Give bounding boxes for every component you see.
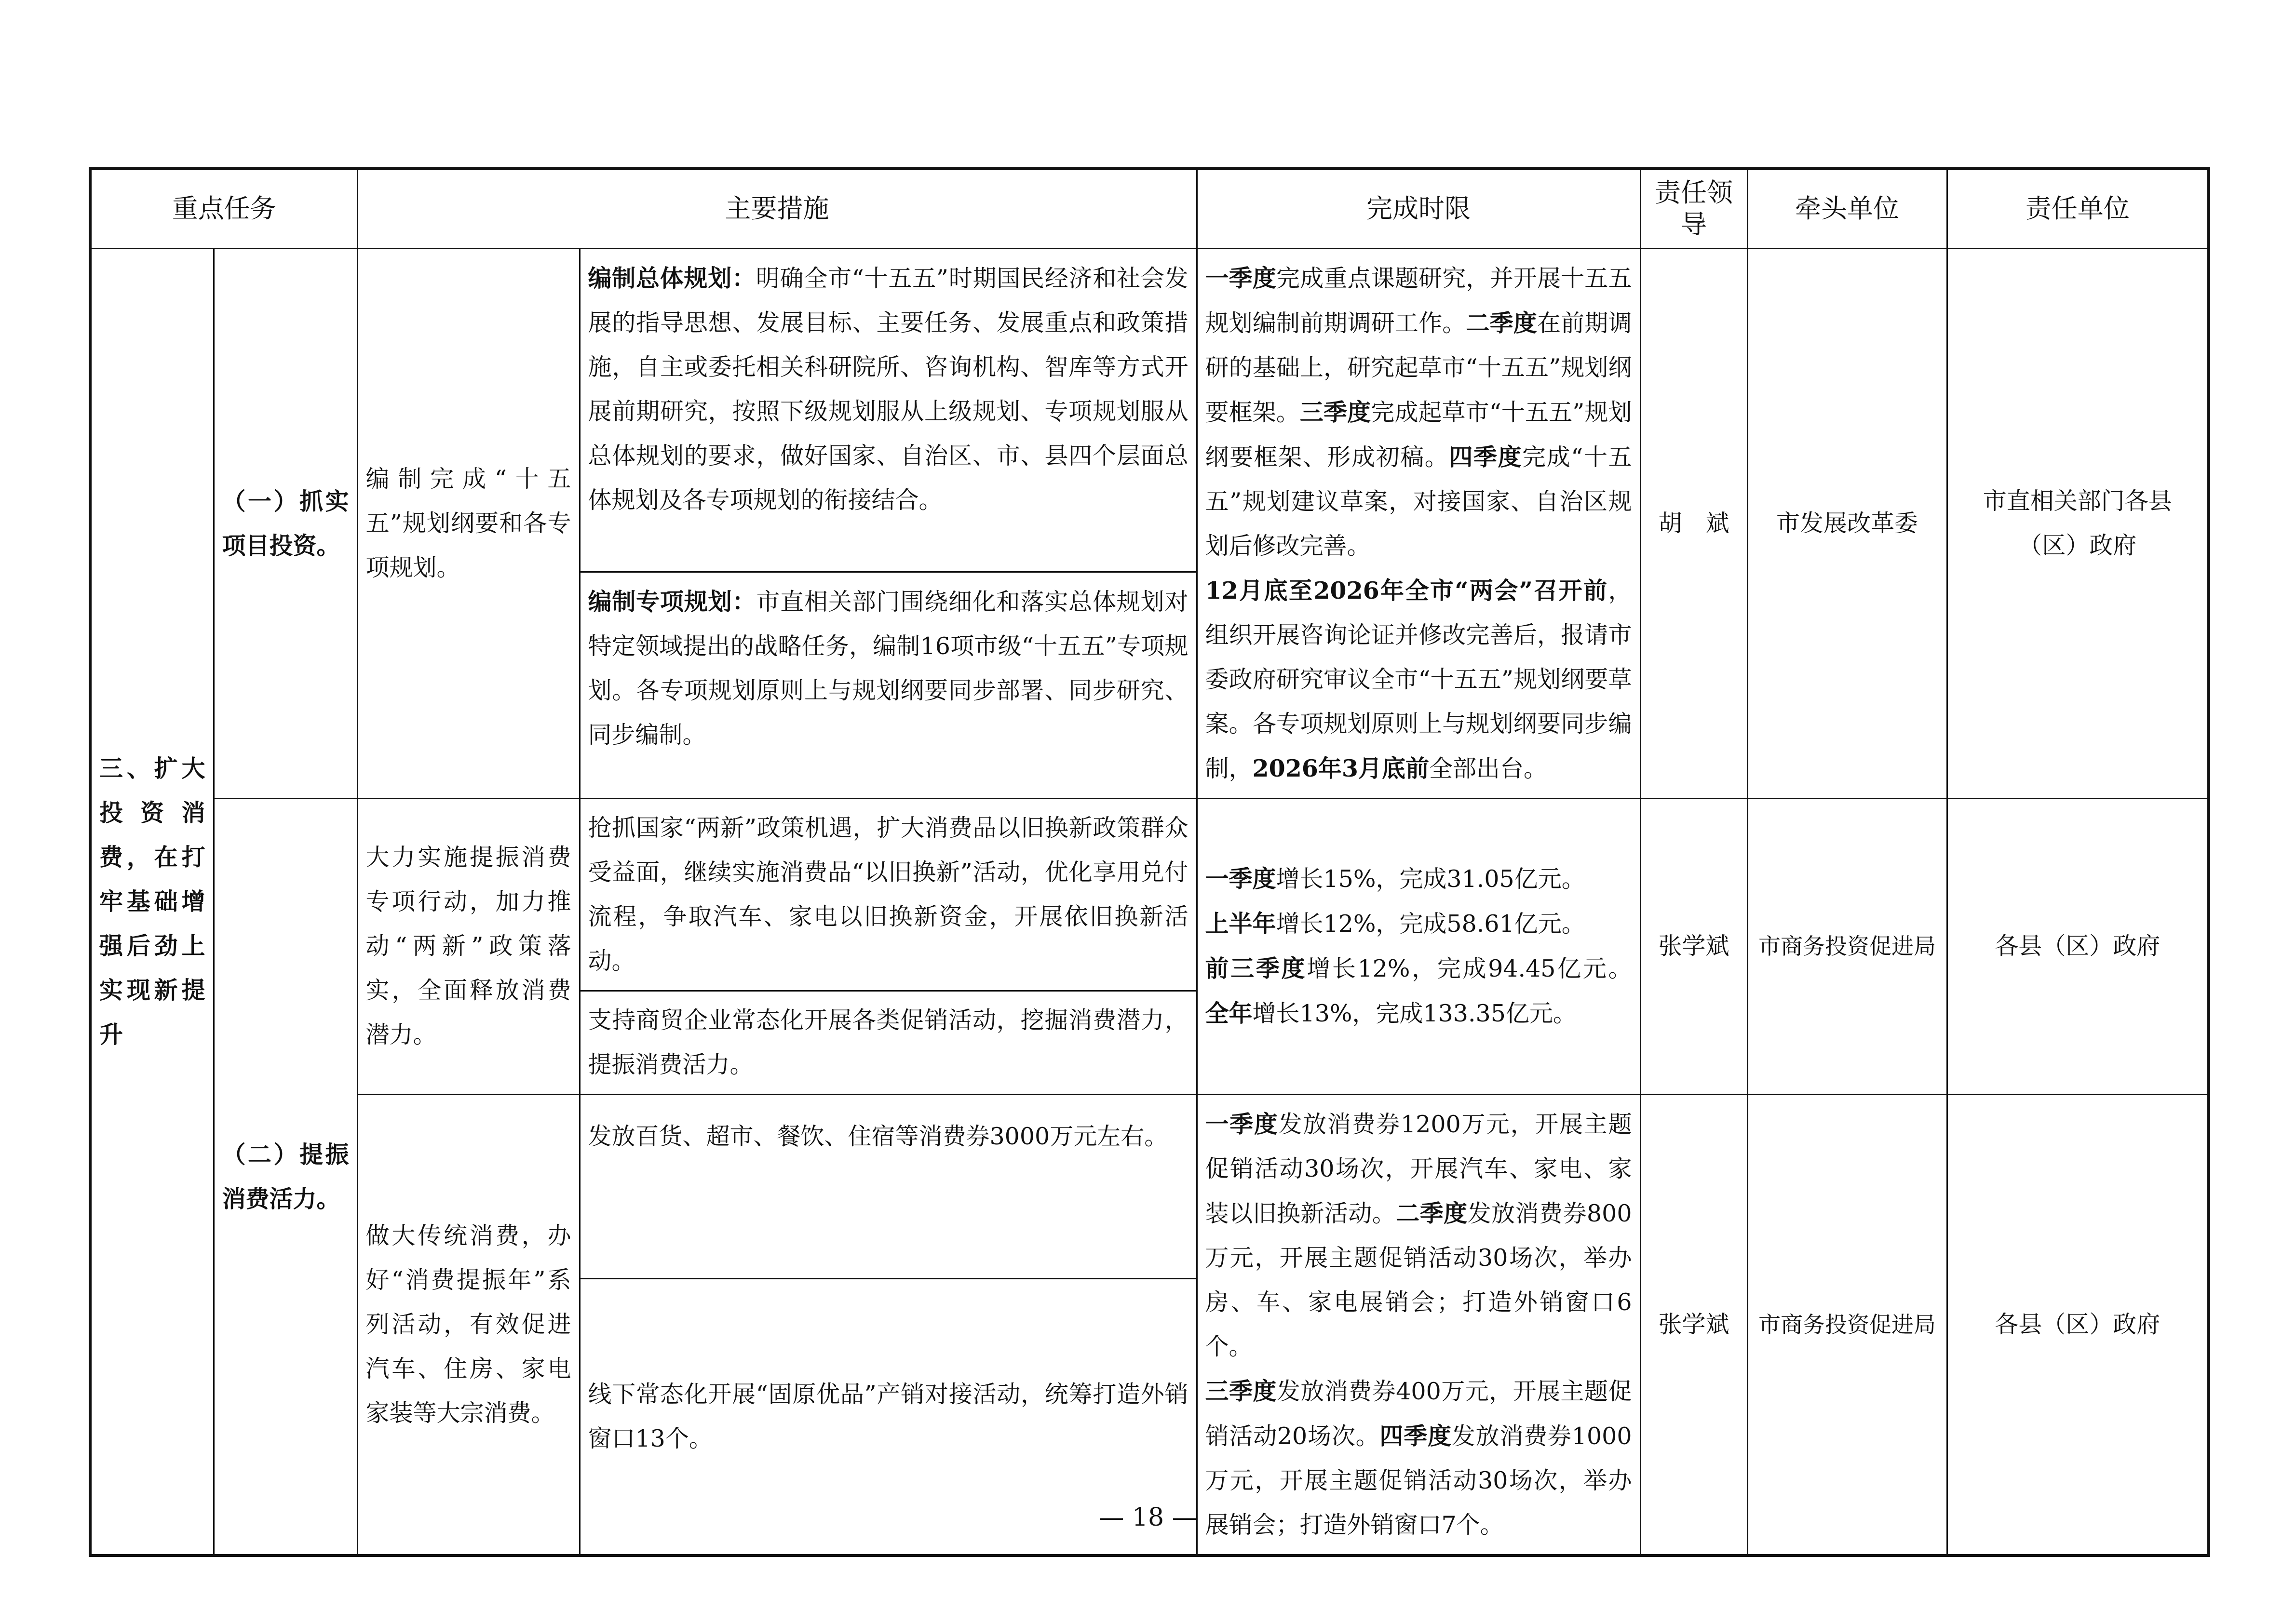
deadline-text: 在前期调研的基础上，研究起草市“十五五”规划纲要框架。 [1205,309,1632,426]
deadline-phase: 一季度 [1205,264,1277,292]
deadline-cell [1197,798,1640,1094]
row-summary: 做大传统消费，办好“消费提振年”系列活动，有效促进汽车、住房、家电家装等大宗消费。 [357,1094,580,1556]
deadline-phase: 前三季度 [1205,954,1307,982]
measure-cell: 抢抓国家“两新”政策机遇，扩大消费品以旧换新政策群众受益面，继续实施消费品“以旧换新”活动，优化享用兑付流程，争取汽车、家电以旧换新资金，开展依旧换新活动。 [580,798,1197,991]
lead-unit-cell: 市商务投资促进局 [1747,798,1947,1094]
measure-lead: 编制总体规划： [588,264,756,292]
measure-cell: 发放百货、超市、餐饮、住宿等消费券3000万元左右。 [580,1094,1197,1278]
deadline-cell [1197,248,1640,798]
deadline-phase: 一季度 [1205,865,1276,893]
measure-cell [580,248,1197,572]
lead-unit-cell: 市发展改革委 [1747,248,1947,798]
deadline-cell [1197,1094,1640,1556]
deadline-text: 增长15%，完成31.05亿元。 [1276,865,1585,893]
deadline-phase: 三季度 [1205,1377,1277,1405]
header-measures: 主要措施 [357,169,1197,248]
deadline-text: 发放消费券1000万元，开展主题促销活动30场次，举办展销会；打造外销窗口7个。 [1205,1422,1632,1539]
measure-cell: 支持商贸企业常态化开展各类促销活动，挖掘消费潜力，提振消费活力。 [580,991,1197,1094]
deadline-phase: 三季度 [1299,398,1371,426]
measure-lead: 编制专项规划： [588,588,756,616]
measure-cell: 线下常态化开展“固原优品”产销对接活动，统筹打造外销窗口13个。 [580,1278,1197,1555]
deadline-text: 完成起草市“十五五”规划纲要框架、形成初稿。 [1205,398,1632,471]
deadline-text: 完成“十五五”规划建议草案，对接国家、自治区规划后修改完善。 [1205,443,1632,560]
resp-unit-cell: 各县（区）政府 [1947,798,2209,1094]
resp-unit-cell: 市直相关部门各县（区）政府 [1947,248,2209,798]
deadline-text: 发放消费券400万元，开展主题促销活动20场次。 [1205,1377,1632,1450]
deadline-text: 发放消费券1200万元，开展主题促销活动30场次，开展汽车、家电、家装以旧换新活动。 [1205,1110,1632,1227]
leader-cell: 胡 斌 [1640,248,1747,798]
group-label: （一）抓实项目投资。 [214,248,357,798]
deadline-phase: 一季度 [1205,1110,1279,1138]
deadline-text: 增长13%，完成133.35亿元。 [1252,1000,1577,1027]
header-row [90,169,2209,248]
header-leader: 责任领导 [1640,169,1747,248]
measure-text: 明确全市“十五五”时期国民经济和社会发展的指导思想、发展目标、主要任务、发展重点和政策措施，自主或委托相关科研院所、咨询机构、智库等方式开展前期研究，按照下级规划服从上级规划、专项规划服从总体规划的要求，做好国家、自治区、市、县四个层面总体规划及各专项规划的衔接结合。 [588,264,1189,514]
deadline-phase: 四季度 [1379,1422,1452,1450]
deadline-phase: 12月底至2026年全市“两会”召开前 [1205,576,1608,604]
leader-cell: 张学斌 [1640,1094,1747,1556]
page-number: — 18 — [1099,1503,1197,1532]
leader-cell: 张学斌 [1640,798,1747,1094]
measure-cell [580,572,1197,798]
deadline-text: 完成重点课题研究，并开展十五五规划编制前期调研工作。 [1205,264,1632,337]
deadline-text: 增长12%，完成94.45亿元。 [1307,955,1632,982]
deadline-phase: 二季度 [1396,1199,1468,1227]
deadline-text: 增长12%，完成58.61亿元。 [1276,910,1585,938]
deadline-phase: 上半年 [1205,910,1276,938]
deadline-text: 全部出台。 [1429,754,1548,782]
section-title: 三、扩大投资消费，在打牢基础增强后劲上实现新提升 [90,248,214,1556]
group-label: （二）提振消费活力。 [214,798,357,1556]
header-lead-unit: 牵头单位 [1747,169,1947,248]
deadline-phase: 四季度 [1449,443,1523,471]
resp-unit-cell: 各县（区）政府 [1947,1094,2209,1556]
deadline-phase: 全年 [1205,999,1253,1027]
deadline-phase: 二季度 [1466,309,1537,337]
row-summary: 编制完成“十五五”规划纲要和各专项规划。 [357,248,580,798]
row-summary: 大力实施提振消费专项行动，加力推动“两新”政策落实，全面释放消费潜力。 [357,798,580,1094]
header-deadline: 完成时限 [1197,169,1640,248]
lead-unit-cell: 市商务投资促进局 [1747,1094,1947,1556]
task-table [89,167,2210,1557]
deadline-text: ，组织开展咨询论证并修改完善后，报请市委政府研究审议全市“十五五”规划纲要草案。各专项规划原则上与规划纲要同步编制， [1205,577,1632,782]
deadline-phase: 2026年3月底前 [1252,754,1429,782]
deadline-text: 发放消费券800万元，开展主题促销活动30场次，举办房、车、家电展销会；打造外销窗口6个。 [1205,1199,1632,1360]
measure-text: 市直相关部门围绕细化和落实总体规划对特定领域提出的战略任务，编制16项市级“十五五”专项规划。各专项规划原则上与规划纲要同步部署、同步研究、同步编制。 [588,588,1189,749]
header-resp-unit: 责任单位 [1947,169,2209,248]
header-task: 重点任务 [90,169,357,248]
